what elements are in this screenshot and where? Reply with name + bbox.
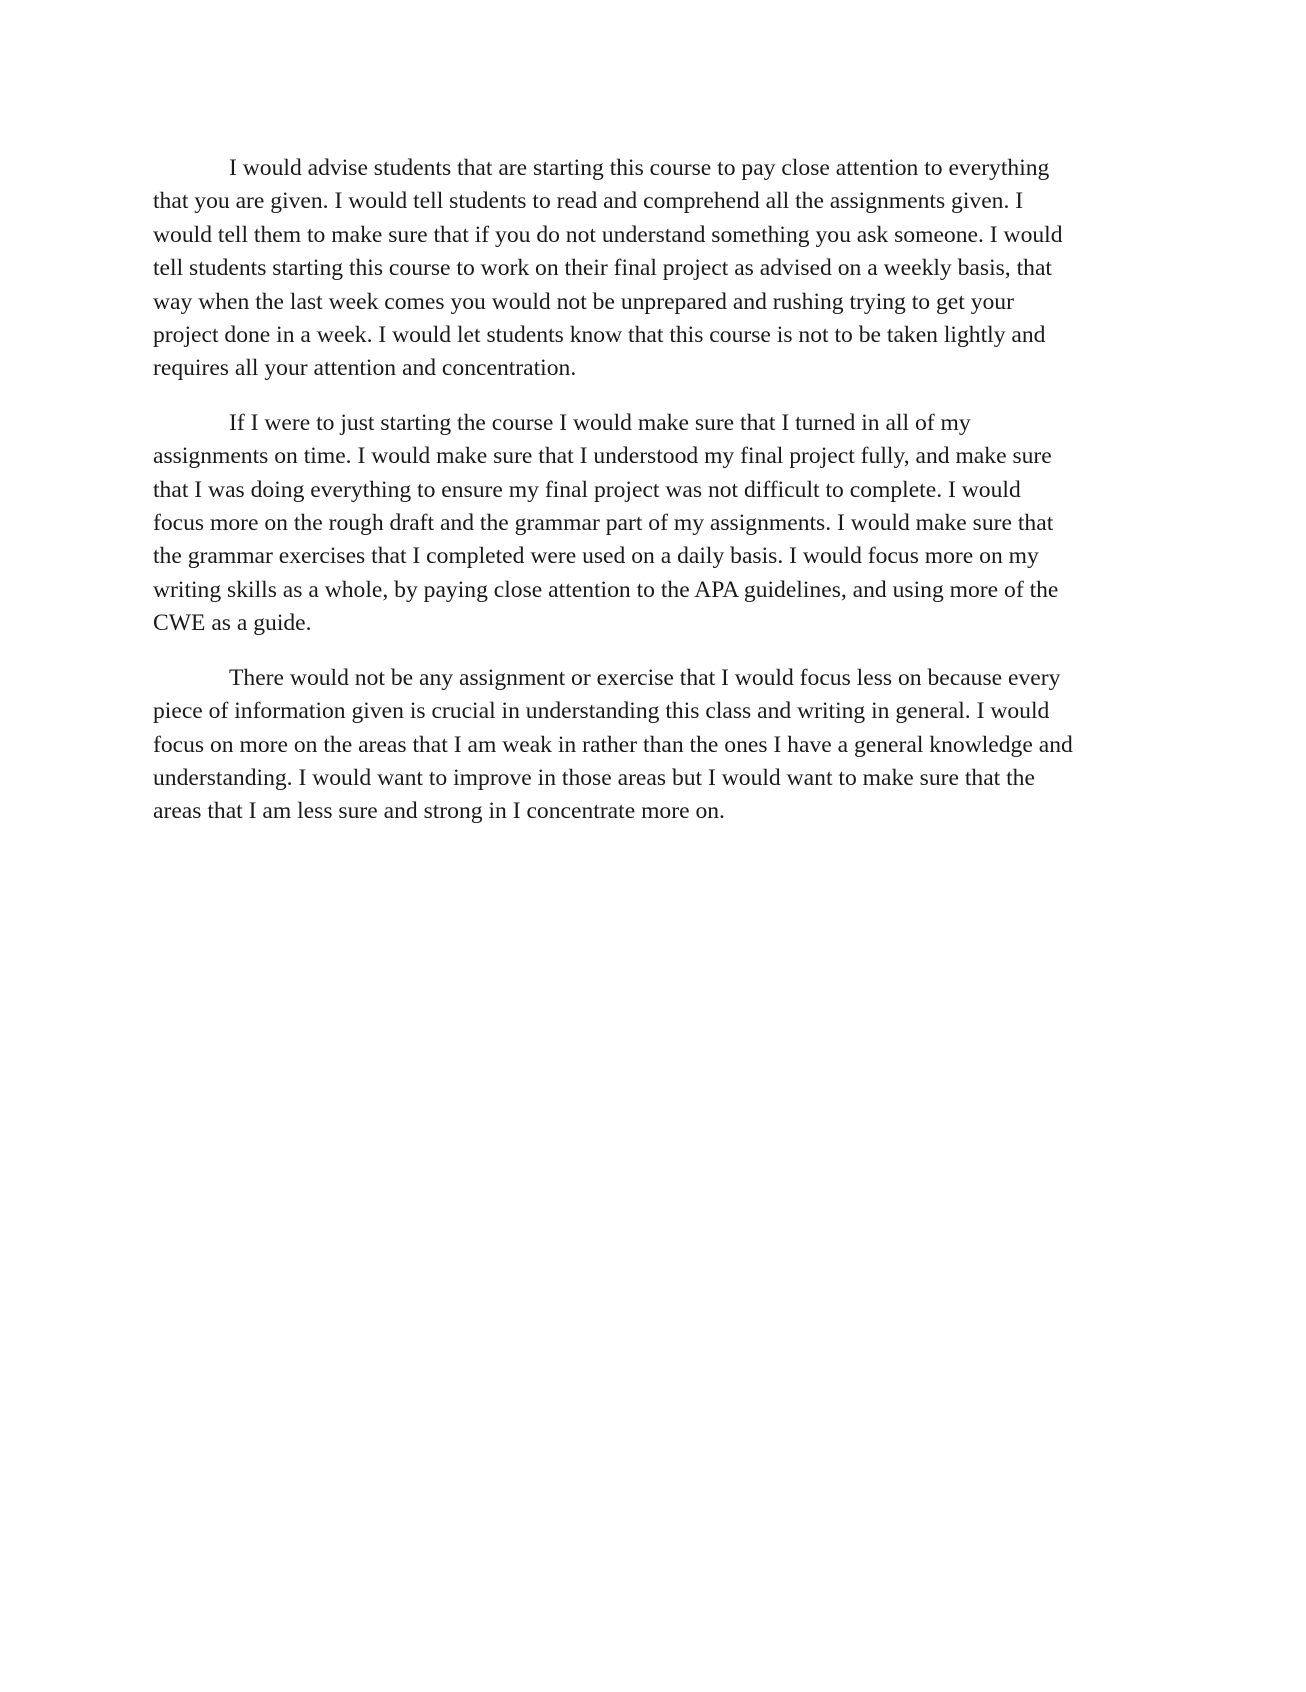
paragraph-focus-areas: There would not be any assignment or exercise that I would focus less on because every piece of information given is crucial in understanding this class and writing in general. I would focus on more on the areas that I am weak in rather than the ones I have a general knowledge and understanding. I would want to improve in those areas but I would want to make sure that the areas that I am less sure and strong in I concentrate more on. — [153, 664, 1073, 825]
paragraph-starting-course: If I were to just starting the course I would make sure that I turned in all of my assignments on time. I would make sure that I understood my final project fully, and make sure that I was doing everything to ensure my final project was not difficult to complete. I would focus more on the rough draft and the grammar part of my assignments. I would make sure that the grammar exercises that I completed were used on a daily basis. I would focus more on my writing skills as a whole, by paying close attention to the APA guidelines, and using more of the CWE as a guide. — [153, 409, 1059, 637]
document-body — [153, 152, 1153, 850]
paragraph-advice: I would advise students that are starting this course to pay close attention to everything that you are given. I would tell students to read and comprehend all the assignments given. I would tell them to make sure that if you do not understand something you ask someone. I would tell students starting this course to work on their final project as advised on a weekly basis, that way when the last week comes you would not be unprepared and rushing trying to get your project done in a week. I would let students know that this course is not to be taken lightly and requires all your attention and concentration. — [153, 155, 1063, 382]
